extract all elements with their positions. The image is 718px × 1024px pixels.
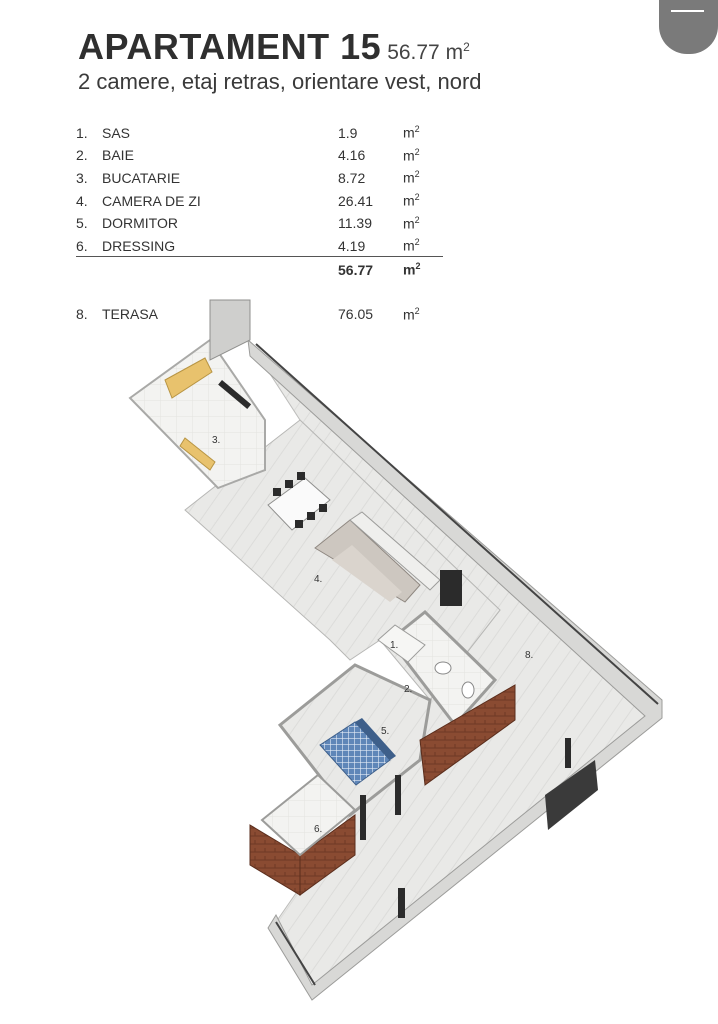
unit-text: m [403, 124, 415, 141]
plan-label-8: 8. [525, 650, 534, 661]
unit-text: m [403, 192, 415, 209]
plan-label-2: 2. [404, 684, 413, 695]
room-name: BUCATARIE [102, 169, 181, 186]
plan-label-1: 1. [390, 640, 399, 651]
room-area: 4.19 [338, 233, 403, 256]
apartment-area-sup: 2 [463, 40, 470, 54]
toilet [462, 682, 474, 698]
room-unit [403, 165, 443, 188]
total-row [76, 256, 443, 279]
room-unit [403, 211, 443, 234]
unit-sup: 2 [414, 124, 420, 134]
room-number: 5. [76, 215, 88, 232]
plan-label-4: 4. [314, 574, 323, 585]
room-row [76, 211, 443, 234]
unit-text: m [403, 215, 415, 232]
room-unit [403, 233, 443, 256]
unit-sup: 2 [414, 237, 420, 248]
room-number: 1. [76, 124, 88, 141]
page-title [78, 26, 470, 68]
room-name: BAIE [102, 147, 134, 164]
room-row [76, 233, 443, 256]
kitchen-wall-block [210, 300, 250, 360]
room-area: 26.41 [338, 192, 374, 209]
floor-plan [0, 290, 718, 1024]
room-row [76, 188, 443, 211]
room-number: 6. [76, 233, 102, 256]
plan-label-5: 5. [381, 726, 390, 737]
unit-text: m [403, 306, 415, 323]
unit-text: m [403, 147, 415, 164]
unit-text: m [403, 261, 416, 278]
badge-dash [671, 10, 704, 12]
unit-sup: 2 [415, 260, 421, 271]
unit-sup: 2 [414, 191, 420, 202]
room-name: DORMITOR [102, 215, 178, 232]
unit-sup: 2 [414, 169, 420, 180]
room-row [76, 120, 443, 143]
room-unit [403, 143, 443, 166]
room-number: 4. [76, 192, 88, 209]
plan-label-3: 3. [212, 435, 221, 446]
room-area: 11.39 [338, 215, 372, 232]
unit-sup: 2 [414, 146, 420, 157]
unit-text: m [403, 237, 415, 254]
total-unit [403, 256, 443, 279]
unit-sup: 2 [414, 305, 420, 316]
room-name: TERASA [102, 306, 159, 323]
fireplace [440, 570, 462, 606]
apartment-area [387, 41, 470, 64]
room-area: 76.05 [338, 306, 374, 323]
washbasin [435, 662, 451, 674]
room-number: 3. [76, 169, 88, 186]
apartment-subtitle: 2 camere, etaj retras, orientare vest, nord [78, 69, 482, 94]
room-name: DRESSING [102, 233, 338, 256]
room-unit [403, 120, 443, 143]
apartment-name: APARTAMENT 15 [78, 26, 382, 67]
room-name: CAMERA DE ZI [102, 192, 201, 209]
unit-text: m [403, 169, 415, 186]
room-number: 8. [76, 306, 88, 323]
plan-label-6: 6. [314, 824, 323, 835]
unit-sup: 2 [414, 214, 420, 225]
apartment-area-value: 56.77 m [387, 41, 464, 64]
total-area: 56.77 [338, 261, 374, 278]
room-area: 4.16 [338, 147, 366, 164]
room-number: 2. [76, 147, 88, 164]
room-unit [403, 188, 443, 211]
corner-badge [659, 0, 718, 54]
room-name: SAS [102, 124, 131, 141]
room-area: 8.72 [338, 169, 366, 186]
room-row [76, 165, 443, 188]
room-row [76, 143, 443, 166]
room-area: 1.9 [338, 124, 358, 141]
